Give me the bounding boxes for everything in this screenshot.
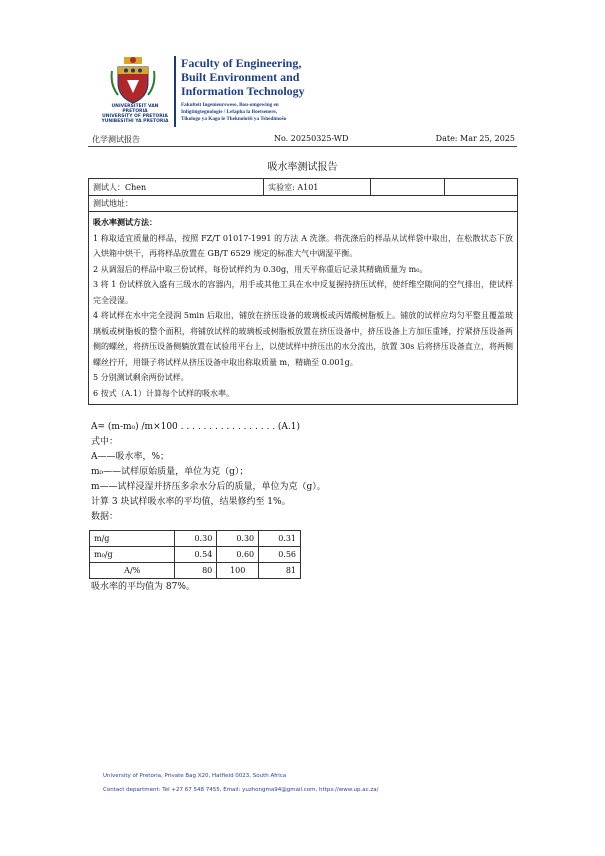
faculty-title-line: Built Environment and bbox=[181, 70, 300, 84]
data-cell: 0.30 bbox=[217, 531, 259, 547]
empty-cell bbox=[371, 179, 444, 196]
data-cell: 0.54 bbox=[175, 547, 217, 563]
data-cell: 0.30 bbox=[175, 531, 217, 547]
data-row bbox=[90, 547, 301, 563]
method-step: 5 分别测试剩余两份试样。 bbox=[93, 373, 189, 382]
data-cell: 0.31 bbox=[259, 531, 301, 547]
method-title: 吸水率测试方法： bbox=[93, 217, 157, 227]
row-label: m₀/g bbox=[90, 547, 175, 563]
formula-section bbox=[91, 420, 326, 525]
data-cell: 0.60 bbox=[217, 547, 259, 563]
data-label: 数据： bbox=[91, 512, 119, 522]
result-text: 吸水率的平均值为 87%。 bbox=[91, 582, 195, 592]
faculty-title-line: Faculty of Engineering, bbox=[181, 56, 302, 70]
empty-cell bbox=[444, 179, 517, 196]
formula-definition: m——试样浸湿并挤压多余水分后的质量，单位为克（g）。 bbox=[91, 482, 326, 492]
faculty-subtitle-line: Inligtingtegnologie / Lefapha la Boetsenere, bbox=[181, 109, 278, 115]
university-name-line: UNIVERSITY OF PRETORIA bbox=[102, 114, 168, 119]
university-name-block bbox=[100, 104, 170, 124]
faculty-subtitle-line: Tikologo ya Kago le Theknolotši ya Tshedimošo bbox=[181, 116, 287, 122]
data-cell: 100 bbox=[217, 563, 259, 579]
data-row bbox=[90, 563, 301, 579]
header-divider bbox=[174, 56, 176, 127]
faculty-title-line: Information Technology bbox=[181, 84, 305, 98]
faculty-subtitle-line: Fakulteit Ingenieurswese, Bou-omgewing en bbox=[181, 102, 279, 108]
method-step: 4 将试样在水中完全浸润 5min 后取出，铺放在挤压设备的玻璃板或丙烯酸树脂板上。铺放的试样应均匀平整且覆盖玻璃板或树脂板的整个面积，将铺放试样的玻璃板或树脂板放置在挤压设备中，挤压设备上方加压重锤，拧紧挤压设备两侧的螺丝，将挤压设备侧躺放置在试验用平台上，以使试样中挤压出的水分流出，放置 30s 后将挤压设备直立，将两侧螺丝拧开，用镊子将试样从挤压设备中取出称取质量 m，精确至 0.001g。 bbox=[93, 311, 513, 367]
document-title: 吸水率测试报告 bbox=[267, 162, 338, 173]
method-step: 3 将 1 份试样放入盛有三级水的容器内，用手或其他工具在水中反复握持挤压试样，使纤维空隙间的空气排出，使试样完全浸湿。 bbox=[93, 280, 513, 305]
footer-contact: Contact department: Tel +27 67 548 7455, Email: yuzhongma94@gmail.com, https://www.up.ac.za/ bbox=[103, 787, 379, 793]
data-cell: 0.56 bbox=[259, 547, 301, 563]
method-step: 2 从调湿后的样品中取三份试样，每份试样约为 0.30g，用天平称重后记录其精确质量为 m₀。 bbox=[93, 264, 428, 274]
report-table bbox=[88, 178, 518, 405]
report-type: 化学测试报告 bbox=[92, 135, 140, 144]
row-label: m/g bbox=[90, 531, 175, 547]
faculty-title bbox=[181, 56, 305, 98]
data-cell: 81 bbox=[259, 563, 301, 579]
formula-definition: m₀——试样原始质量，单位为克（g）； bbox=[91, 467, 249, 477]
university-crest-logo bbox=[110, 55, 156, 107]
data-table bbox=[89, 530, 301, 579]
header-rule bbox=[88, 146, 517, 147]
tester-cell: 测试人：Chen bbox=[89, 179, 264, 196]
info-row bbox=[89, 179, 518, 196]
method-row bbox=[89, 212, 518, 405]
method-cell bbox=[89, 212, 518, 405]
data-row bbox=[90, 531, 301, 547]
formula-definition: A——吸水率，%； bbox=[91, 452, 170, 462]
calculation-note: 计算 3 块试样吸水率的平均值，结果修约至 1%。 bbox=[91, 497, 291, 507]
university-name-line: UNIVERSITEIT VAN PRETORIA bbox=[111, 104, 159, 114]
faculty-subtitle bbox=[181, 102, 331, 123]
address-cell: 测试地址： bbox=[89, 196, 518, 212]
formula-where: 式中： bbox=[91, 437, 119, 447]
lab-cell: 实验室: A101 bbox=[264, 179, 371, 196]
formula-equation: A= (m-m₀) /m×100 . . . . . . . . . . . . . . . . . (A.1) bbox=[91, 422, 301, 432]
university-name-line: YUNIBESITHI YA PRETORIA bbox=[101, 119, 169, 124]
report-number: No. 20250325-WD bbox=[274, 134, 349, 143]
report-date: Date: Mar 25, 2025 bbox=[435, 134, 515, 143]
data-cell: 80 bbox=[175, 563, 217, 579]
address-row bbox=[89, 196, 518, 212]
method-step: 1 称取适宜质量的样品，按照 FZ/T 01017-1991 的方法 A 洗涤。将洗涤后的样品从试样袋中取出，在松散状态下放入烘箱中烘干，再将样品放置在 GB/T 6529 规定的标准大气中调湿平衡。 bbox=[93, 233, 513, 258]
method-step: 6 按式（A.1）计算每个试样的吸水率。 bbox=[93, 388, 235, 398]
footer-address: University of Pretoria, Private Bag X20, Hatfield 0023, South Africa bbox=[103, 773, 287, 779]
row-label: A/% bbox=[90, 563, 175, 579]
